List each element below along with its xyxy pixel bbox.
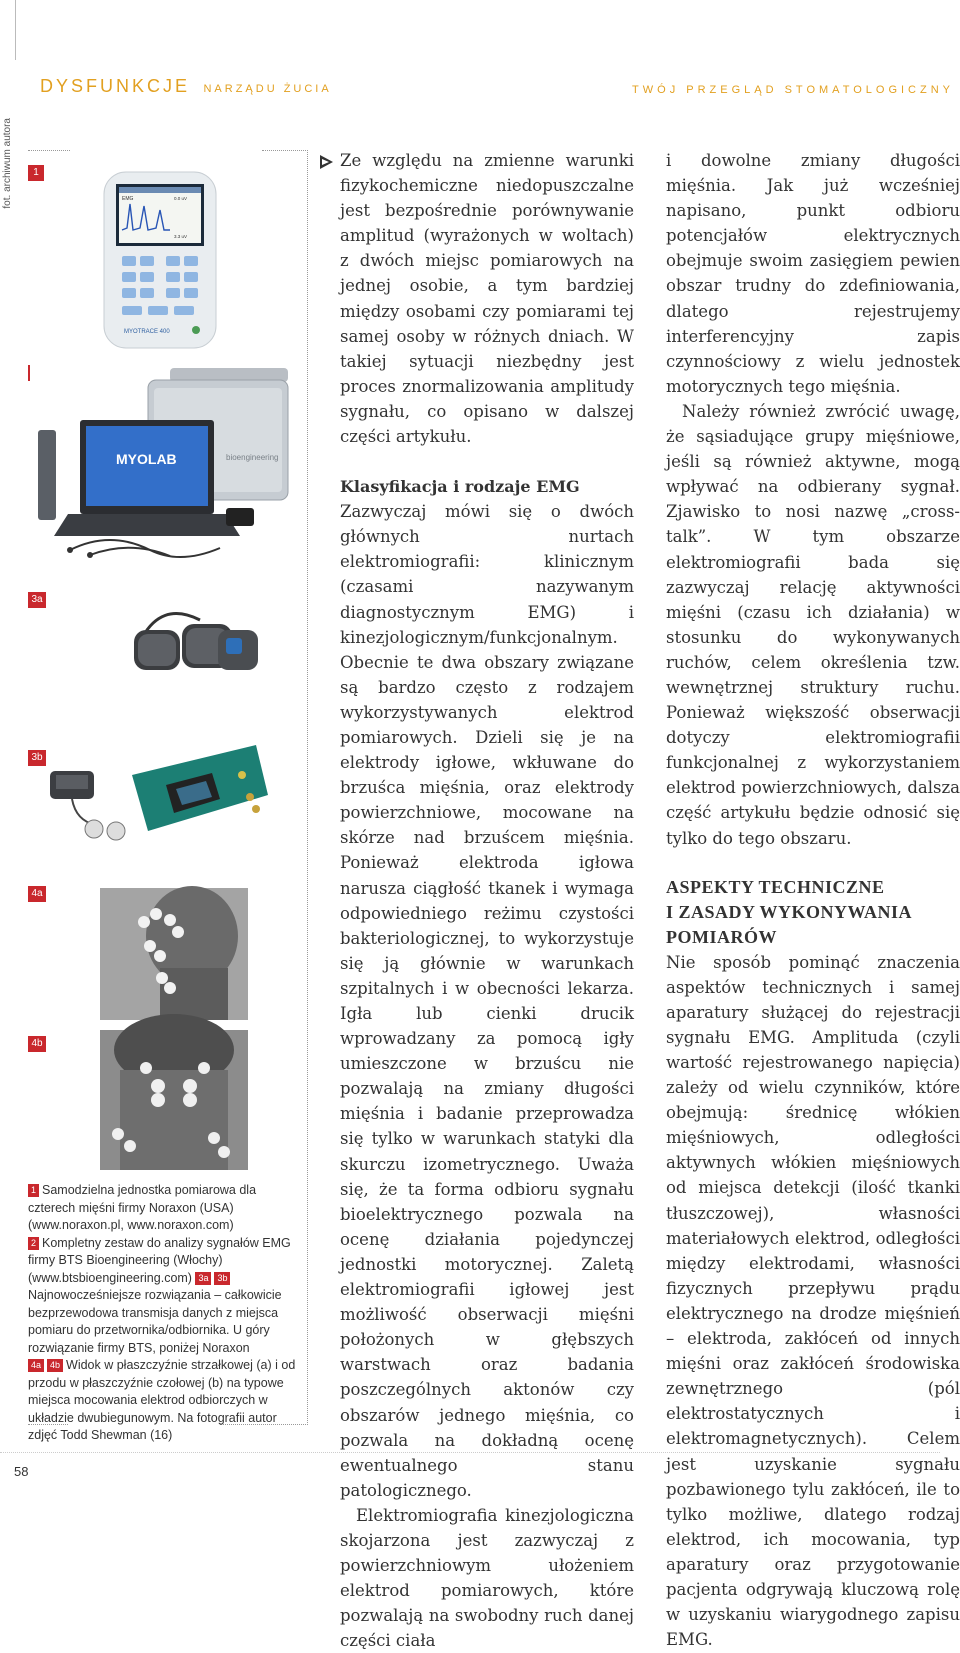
- caption-badge: 2: [28, 1237, 39, 1250]
- text-column-1: [340, 148, 634, 1653]
- paragraph: Elektromiografia kinezjologiczna skojarzona jest zazwyczaj z powierzchniowym ułożeniem elektrod pomiarowych, które pozwalają na swobodny ruch danej części ciała: [340, 1505, 634, 1651]
- section-subtitle: NARZĄDU ŻUCIA: [203, 83, 332, 95]
- caption-badge: 4a: [28, 1359, 44, 1372]
- section-heading: Klasyfikacja i rodzaje EMG: [340, 477, 580, 497]
- caption-text: Kompletny zestaw do analizy sygnałów EMG firmy BTS Bioengineering (Włochy) (www.btsbioengineering.com): [28, 1235, 291, 1285]
- caption-badge: 1: [28, 1184, 39, 1197]
- bts-wireless-photo: [120, 600, 280, 680]
- electrode-placement-frontal-photo: [100, 1030, 248, 1170]
- dotted-rule: [28, 150, 70, 151]
- paragraph: Ze względu na zmienne warunki fizykochemiczne niedopuszczalne jest bezpośrednie porównywanie amplitud (wyrażonych w woltach) z dwóch miejsc pomiarowych na jednej osobie, a tym bardziej między osobami czy pomiarami tej samej osoby w różnych dniach. W takiej sytuacji niezbędny jest proces znormalizowania amplitudy sygnału, co opisano w dalszej części artykułu.: [340, 151, 634, 447]
- journal-title: TWÓJ PRZEGLĄD STOMATOLOGICZNY: [632, 84, 954, 96]
- figure-captions: [28, 1182, 298, 1445]
- device-brand: MYOTRACE 400: [124, 329, 170, 335]
- photo-credit: fot. archiwum autora: [2, 118, 13, 209]
- footer-rule: [0, 1452, 940, 1453]
- caption-2: [28, 1235, 298, 1358]
- paragraph: Zazwyczaj mówi się o dwóch głównych nurtach elektromiografii: klinicznym (czasami nazywanym diagnostycznym EMG) i kinezjologicznym/funkcjonalnym. Obecnie te dwa obszary związane są bardzo często z rodzajem wykorzystywanych elektrod pomiarowych. Dzieli się je na elektrody igłowe, wkłuwane do brzuśca mięśnia, oraz elektrody powierzchniowe, mocowane na skórze nad brzuścem mięśnia. Ponieważ elektroda igłowa narusza ciągłość tkanek i wymaga odpowiedniego reżimu czystości bakteriologicznej, to wykorzystuje się ją głównie w warunkach szpitalnych i w obecności lekarza. Igła lub cienki drucik wprowadzany za pomocą igły umieszczone w brzuścu nie pozwalają na zmiany długości mięśnia i badanie przeprowadza się tylko w warunkach statyki dla skurczu izometrycznego. Uważa się, że ta forma odbioru sygnału bioelektrycznego pozwala na ocenę działania pojedynczej jednostki motorycznej. Zaletą elektromiografii igłowej jest możliwość obserwacji mięśni położonych w głębszych warstwach oraz badania poszczególnych aktonów czy obszarów jednego mięśnia, co pozwala na dokładną ocenę ewentualnego stanu patologicznego.: [340, 502, 634, 1500]
- heading-line: I ZASADY WYKONYWANIA: [666, 901, 913, 922]
- figure-label-4b: 4b: [28, 1036, 46, 1052]
- dotted-rule: [262, 150, 308, 151]
- caption-badge: 3a: [195, 1272, 211, 1285]
- caption-badge: 3b: [214, 1272, 230, 1285]
- top-rule: [15, 0, 16, 60]
- continuation-arrow-inner: [322, 159, 329, 165]
- caption-4: [28, 1357, 298, 1445]
- noraxon-wireless-photo: [36, 735, 276, 845]
- device-screen-value-2: 3.3 uV: [174, 234, 188, 239]
- section-heading: [666, 875, 960, 950]
- figure-label-3a: 3a: [28, 592, 46, 608]
- figure-label-3b: 3b: [28, 750, 46, 766]
- caption-text: Najnowocześniejsze rozwiązania – całkowicie bezprzewodowa transmisja danych z miejsca pomiaru do przetwornika/odbiornika. U góry rozwiązanie firmy BTS, poniżej Noraxon: [28, 1288, 282, 1355]
- device-screen-label: EMG: [122, 196, 134, 202]
- electrode-placement-sagittal-photo: [100, 888, 248, 1020]
- section-title: DYSFUNKCJE: [40, 76, 191, 96]
- laptop-screen-logo: MYOLAB: [116, 451, 177, 467]
- caption-1: [28, 1182, 298, 1235]
- device-screen-value: 0.0 uV: [174, 196, 188, 201]
- caption-badge: 4b: [47, 1359, 63, 1372]
- dotted-rule: [307, 150, 308, 1425]
- caption-text: Widok w płaszczyźnie strzałkowej (a) i od przodu w płaszczyźnie czołowej (b) na typowe miejsca mocowania elektrod odbiorczych w układzie dwubiegunowym. Na fotografii autor zdjęć Todd Shewman (16): [28, 1358, 296, 1442]
- text-column-2: [666, 148, 960, 1652]
- paragraph: i dowolne zmiany długości mięśnia. Jak już wcześniej napisano, punkt odbioru potencjałów elektrycznych obejmuje swoim zasięgiem pewien obszar trudny do zdefiniowania, dlatego rejestrujemy interferencyjny zapis czynnościowy z wielu jednostek motorycznych tego mięśnia.: [666, 151, 960, 396]
- section-header: [40, 76, 332, 97]
- emg-device-photo: [100, 170, 220, 350]
- caption-text: Samodzielna jednostka pomiarowa dla czterech mięśni firmy Noraxon (USA) (www.noraxon.pl, www.noraxon.com): [28, 1183, 257, 1232]
- page-number: 58: [14, 1464, 29, 1479]
- paragraph: Nie sposób pominąć znaczenia aspektów technicznych i samej aparatury służącej do rejestracji sygnału EMG. Amplituda (czyli wartość rejestrowanego napięcia) zależy od wielu czynników, które obejmują: średnicę włókien mięśniowych, odległości aktywnych włókien mięśniowych od miejsca detekcji (ilość tkanki tłuszczowej), własności materiałowych elektrod, odległości między elektrodami, własności fizycznych przepływu prądu elektrycznego na drodze mięśnień – elektroda, zakłóceń od innych mięśni oraz zakłóceń środowiska zewnętrznego (pól elektrostatycznych i elektromagnetycznych). Celem jest uzyskanie sygnału pozbawionego tylu zakłóceń, ile to tylko możliwe, dlatego rodzaj elektrod, ich mocowania, typ aparatury oraz przygotowanie pacjenta odgrywają kluczową rolę w uzyskaniu wiarygodnego zapisu EMG.: [666, 952, 960, 1650]
- paragraph: Należy również zwrócić uwagę, że sąsiadujące grupy mięśniowe, jeśli są również aktywne, mogą wpływać na odbierany sygnał. Zjawisko to nosi nazwę „cross-talk”. W tym obszarze elektromiografii bada się zazwyczaj relację aktywności mięśni (czasu ich działania) w stosunku do wykonywanych ruchów, celem określenia tzw. wewnętrznej struktury ruchu. Ponieważ większość obserwacji dotyczy elektromiografii funkcjonalnej z wykorzystaniem elektrod powierzchniowych, dalsza część artykułu będzie odnosić się tylko do tego obszaru.: [666, 401, 960, 848]
- figure-label-4a: 4a: [28, 886, 46, 902]
- figure-label-1: 1: [28, 165, 44, 181]
- heading-line: POMIARÓW: [666, 926, 777, 947]
- bts-kit-photo: [30, 360, 292, 580]
- case-label: bioengineering: [226, 453, 279, 462]
- heading-line: ASPEKTY TECHNICZNE: [666, 876, 885, 897]
